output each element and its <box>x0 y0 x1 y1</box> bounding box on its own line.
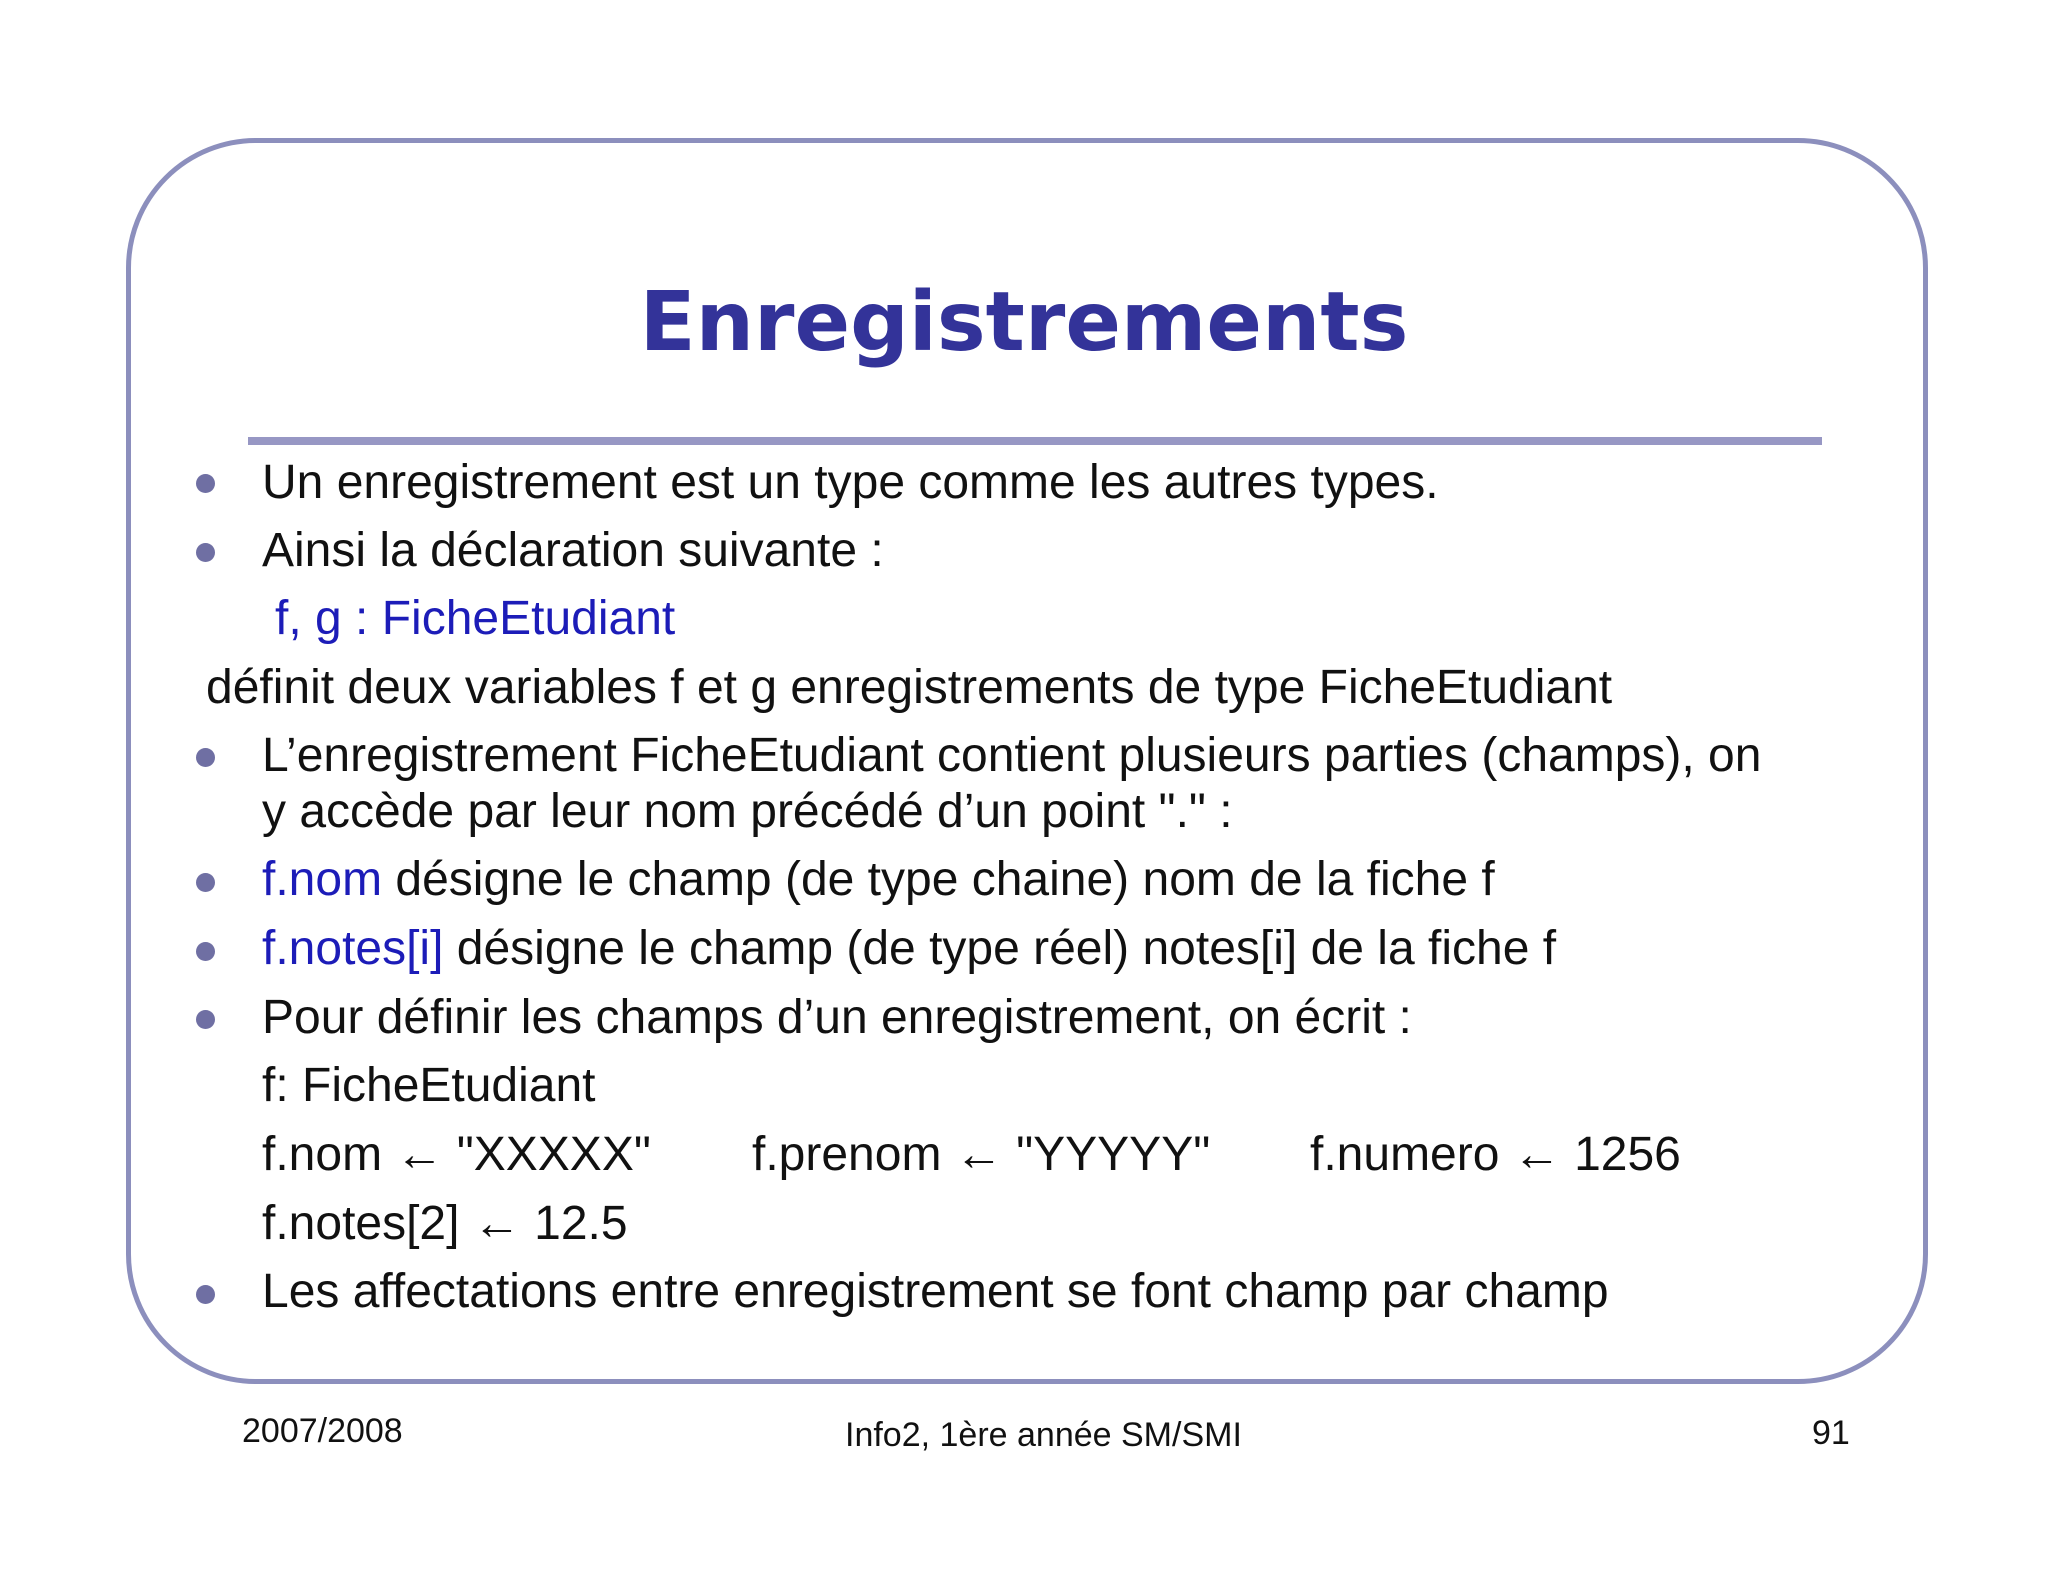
bullet-text: Un enregistrement est un type comme les autres types. <box>262 456 1439 509</box>
declaration-code: f, g : FicheEtudiant <box>275 592 676 645</box>
bullet-icon <box>196 873 215 892</box>
footer-year: 2007/2008 <box>242 1412 403 1450</box>
title-underline <box>248 437 1822 445</box>
code-line: f.numero ← 1256 <box>1310 1128 1681 1181</box>
field-description: désigne le champ (de type chaine) nom de la fiche f <box>382 853 1495 906</box>
bullet-icon <box>196 942 215 961</box>
bullet-text <box>262 921 1556 976</box>
footer-course: Info2, 1ère année SM/SMI <box>845 1416 1242 1454</box>
bullet-text: Ainsi la déclaration suivante : <box>262 524 884 577</box>
field-code: f.notes[i] <box>262 922 444 975</box>
code-line: f.prenom ← "YYYYY" <box>752 1128 1211 1181</box>
code-line: f.notes[2] ← 12.5 <box>262 1197 628 1250</box>
bullet-icon <box>196 748 215 767</box>
bullet-text: Les affectations entre enregistrement se font champ par champ <box>262 1265 1609 1318</box>
code-line: f.nom ← "XXXXX" <box>262 1128 651 1181</box>
bullet-icon <box>196 1010 215 1029</box>
code-line: f: FicheEtudiant <box>262 1059 596 1112</box>
bullet-icon <box>196 543 215 562</box>
bullet-icon <box>196 1285 215 1304</box>
bullet-icon <box>196 474 215 493</box>
bullet-text <box>262 852 1495 907</box>
footer-page-number: 91 <box>1812 1414 1850 1452</box>
field-code: f.nom <box>262 853 383 906</box>
slide-title: Enregistrements <box>639 275 1409 370</box>
bullet-text-continuation: y accède par leur nom précédé d’un point "." : <box>262 785 1233 838</box>
field-description: désigne le champ (de type réel) notes[i] de la fiche f <box>443 922 1557 975</box>
definition-text: définit deux variables f et g enregistrements de type FicheEtudiant <box>206 661 1613 714</box>
bullet-text: Pour définir les champs d’un enregistrement, on écrit : <box>262 991 1412 1044</box>
bullet-text: L’enregistrement FicheEtudiant contient plusieurs parties (champs), on <box>262 729 1762 782</box>
